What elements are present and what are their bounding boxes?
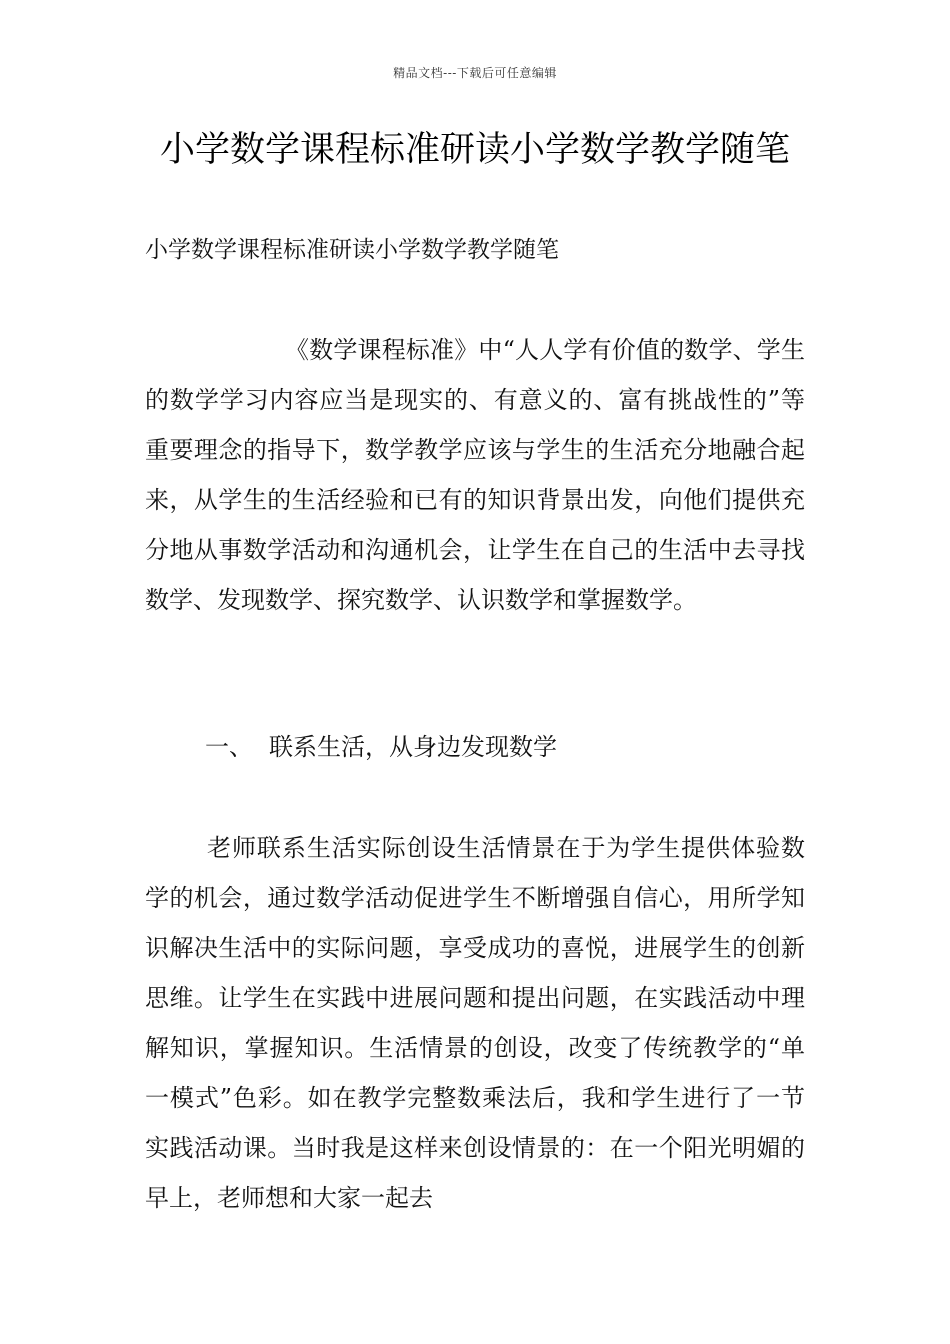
section-title: 联系生活，从身边发现数学 — [269, 733, 557, 761]
section-heading — [205, 722, 557, 772]
document-subtitle: 小学数学课程标准研读小学数学教学随笔 — [145, 237, 559, 263]
document-title: 小学数学课程标准研读小学数学教学随笔 — [159, 130, 790, 170]
body-paragraph: 老师联系生活实际创设生活情景在于为学生提供体验数学的机会，通过数学活动促进学生不断增强自信心，用所学知识解决生活中的实际问题，享受成功的喜悦，进展学生的创新思维。让学生在实践中进展问题和提出问题，在实践活动中理解知识，掌握知识。生活情景的创设，改变了传统教学的“单一模式”色彩。如在教学完整数乘法后，我和学生进行了一节实践活动课。当时我是这样来创设情景的：在一个阳光明媚的早上，老师想和大家一起去 — [145, 834, 805, 1212]
section-number: 一、 — [205, 733, 253, 761]
intro-paragraph: 《数学课程标准》中“人人学有价值的数学、学生的数学学习内容应当是现实的、有意义的、富有挑战性的”等重要理念的指导下，数学教学应该与学生的生活充分地融合起来，从学生的生活经验和已有的知识背景出发，向他们提供充分地从事数学活动和沟通机会，让学生在自己的生活中去寻找数学、发现数学、探究数学、认识数学和掌握数学。 — [145, 336, 805, 614]
header-note: 精品文档---下载后可任意编辑 — [393, 66, 557, 80]
